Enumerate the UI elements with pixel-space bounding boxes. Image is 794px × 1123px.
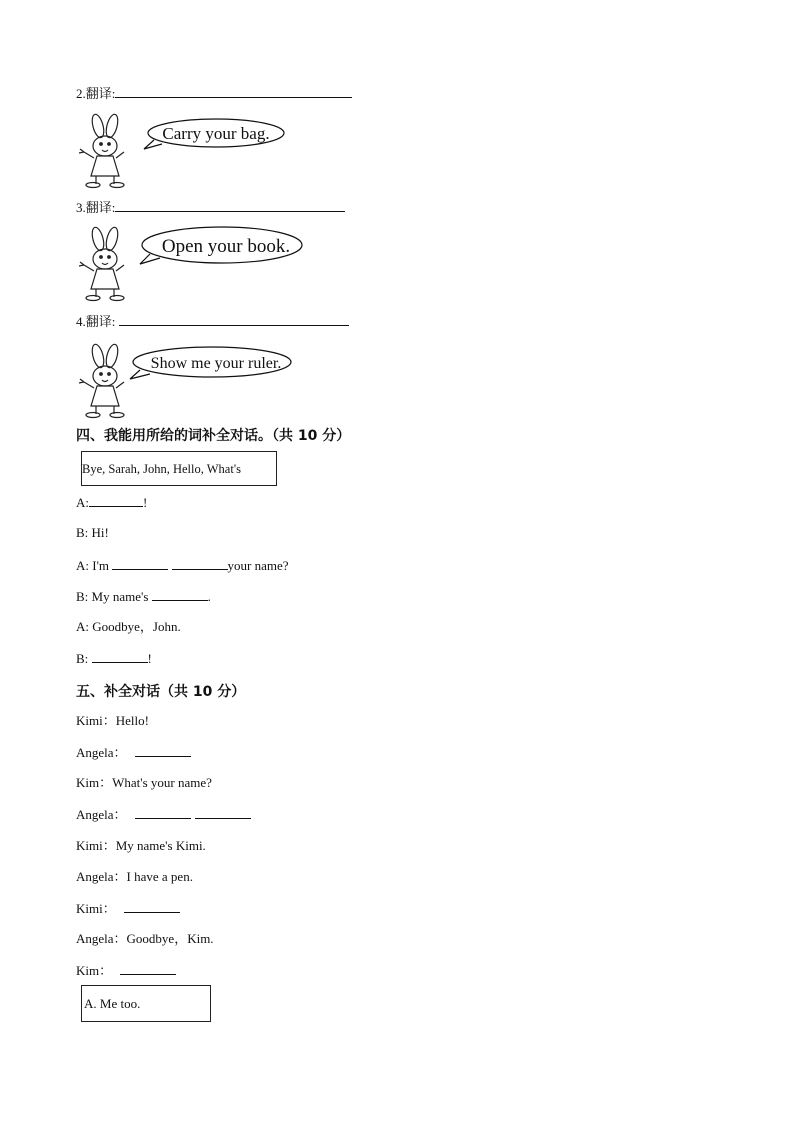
translation-item-4 [76, 313, 349, 330]
answer-blank[interactable] [92, 650, 148, 663]
speech-text: Carry your bag. [162, 124, 270, 143]
translation-label: 3.翻译: [76, 200, 116, 215]
answer-blank[interactable] [120, 962, 176, 975]
dialogue-line-5 [76, 619, 181, 635]
dialogue-line [76, 962, 176, 979]
dialogue-line [76, 869, 193, 885]
answer-blank[interactable] [152, 588, 208, 601]
answer-blank[interactable] [115, 199, 345, 212]
speech-text: Open your book. [161, 236, 291, 257]
line-text: Kimi：My name's Kimi. [76, 838, 206, 853]
answer-blank[interactable] [172, 557, 228, 570]
answer-blank[interactable] [119, 313, 349, 326]
line-text: B: Hi! [76, 525, 109, 540]
line-text: Angela：I have a pen. [76, 869, 193, 884]
line-text: Kim：What's your name? [76, 775, 212, 790]
answer-blank[interactable] [195, 806, 251, 819]
line-text: B: [76, 651, 92, 666]
answer-blank[interactable] [89, 494, 143, 507]
dialogue-line [76, 838, 206, 854]
section-4-title: 四、我能用所给的词补全对话。（共 10 分） [76, 428, 351, 444]
dialogue-line [76, 775, 212, 791]
line-text: ! [147, 651, 152, 666]
dialogue-line-1 [76, 494, 147, 511]
answer-blank[interactable] [115, 85, 352, 98]
line-text: . [207, 589, 211, 604]
speech-bubble [134, 224, 306, 268]
rabbit-illustration-icon [74, 112, 134, 190]
dialogue-line-2 [76, 525, 109, 541]
line-text: Kim： [76, 963, 113, 978]
translation-label: 2.翻译: [76, 86, 116, 101]
translation-item-2 [76, 85, 352, 102]
rabbit-illustration-icon [74, 342, 134, 420]
dialogue-line-3 [76, 557, 289, 574]
rabbit-illustration-icon [74, 225, 134, 303]
word-box [81, 451, 277, 486]
line-text: Kimi：Hello! [76, 713, 149, 728]
speech-bubble [126, 344, 294, 382]
word-box-text: Bye, Sarah, John, Hello, What's [82, 462, 241, 476]
dialogue-line [76, 713, 149, 729]
line-text: your name? [227, 558, 289, 573]
line-text: Angela： [76, 807, 127, 822]
answer-blank[interactable] [112, 557, 168, 570]
line-text: Angela： [76, 745, 127, 760]
line-text: A: [76, 495, 89, 510]
dialogue-line [76, 931, 214, 947]
line-text: A: Goodbye，John. [76, 619, 181, 634]
section-5-title: 五、补全对话（共 10 分） [76, 684, 246, 700]
dialogue-line-4 [76, 588, 211, 605]
dialogue-line [76, 900, 180, 917]
speech-bubble [140, 116, 288, 152]
dialogue-line-6 [76, 650, 152, 667]
line-text: ! [143, 495, 148, 510]
option-box [81, 985, 211, 1022]
line-text: Kimi： [76, 901, 116, 916]
dialogue-line [76, 806, 251, 823]
translation-item-3 [76, 199, 345, 216]
answer-blank[interactable] [135, 744, 191, 757]
translation-label: 4.翻译: [76, 314, 119, 329]
answer-blank[interactable] [135, 806, 191, 819]
line-text: A: I'm [76, 558, 113, 573]
answer-blank[interactable] [124, 900, 180, 913]
speech-text: Show me your ruler. [150, 355, 282, 372]
option-text: A. Me too. [84, 996, 141, 1011]
line-text: B: My name's [76, 589, 152, 604]
dialogue-line [76, 744, 191, 761]
line-text: Angela：Goodbye，Kim. [76, 931, 214, 946]
